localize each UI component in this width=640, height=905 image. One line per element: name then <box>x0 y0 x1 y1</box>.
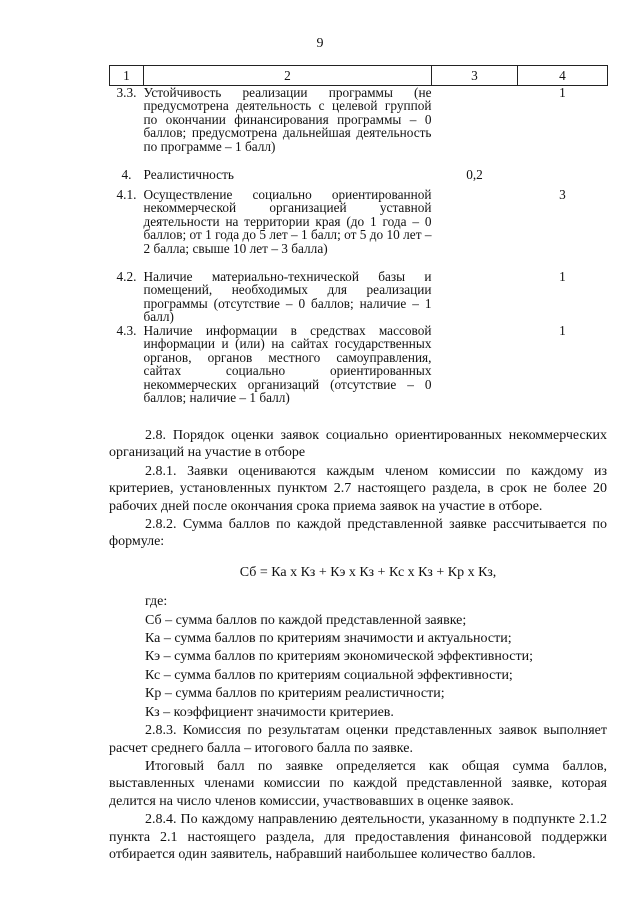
paragraph-2-8-1: 2.8.1. Заявки оцениваются каждым членом комиссии по каждому из критериев, установленных пунктом 2.7 настоящего раздела, в срок не более 20 рабочих дней после окончания срока приема заявок на участие в отборе. <box>109 463 607 514</box>
criterion-score <box>518 168 608 188</box>
criterion-description: Осуществление социально ориентированной некоммерческой организацией уставной деятельности на территории края (до 1 года – 0 баллов; от 1 года до 5 лет – 1 балл; от 5 до 10 лет – 2 балла; свыше 10 лет – 3 балла) <box>143 187 432 256</box>
criterion-number: 3.3. <box>116 85 137 100</box>
criterion-description: Реалистичность <box>143 167 234 182</box>
definition-item: Сб – сумма баллов по каждой представленной заявке; <box>145 612 467 628</box>
table-row <box>110 168 608 188</box>
criterion-score: 3 <box>559 187 566 202</box>
criterion-number: 4. <box>121 167 132 182</box>
criterion-description: Наличие информации в средствах массовой информации и (или) на сайтах государственных органов, органов местного самоуправления, сайтах социально ориентированных некоммерческих организаций (отсутствие – 0 баллов; наличие – 1 балл) <box>143 323 432 406</box>
header-col-2: 2 <box>144 66 432 86</box>
paragraph-final-score: Итоговый балл по заявке определяется как общая сумма баллов, выставленных членами комиссии по каждой представленной заявке, которая делится на число членов комиссии, участвовавших в оценке заявок. <box>109 758 607 809</box>
table-header-row <box>110 66 608 86</box>
criterion-score: 1 <box>559 323 566 338</box>
page-number: 9 <box>316 36 324 51</box>
paragraph-2-8-2: 2.8.2. Сумма баллов по каждой представленной заявке рассчитывается по формуле: <box>109 517 607 550</box>
definition-item: Кр – сумма баллов по критериям реалистичности; <box>145 686 445 702</box>
table-row <box>110 188 608 270</box>
formula-where-label: где: <box>145 594 168 610</box>
criterion-weight <box>432 188 518 270</box>
criterion-number: 4.1. <box>116 187 137 202</box>
table-row <box>110 86 608 169</box>
criterion-weight <box>432 324 518 414</box>
criterion-weight: 0,2 <box>466 167 483 182</box>
criterion-description: Наличие материально-технической базы и помещений, необходимых для реализации программы (отсутствие – 0 баллов; наличие – 1 балл) <box>143 269 432 325</box>
criterion-number: 4.2. <box>116 269 137 284</box>
definition-item: Ка – сумма баллов по критериям значимости и актуальности; <box>145 631 512 647</box>
criterion-weight <box>432 86 518 169</box>
definition-item: Кз – коэффициент значимости критериев. <box>145 704 394 720</box>
definition-item: Кс – сумма баллов по критериям социальной эффективности; <box>145 667 513 683</box>
criterion-weight <box>432 270 518 324</box>
criterion-score: 1 <box>559 269 566 284</box>
document-body <box>109 427 607 863</box>
table-row <box>110 324 608 414</box>
definition-item: Кэ – сумма баллов по критериям экономической эффективности; <box>145 649 533 665</box>
paragraph-2-8-4: 2.8.4. По каждому направлению деятельности, указанному в подпункте 2.1.2 пункта 2.1 настоящего раздела, для предоставления финансовой поддержки отбирается один заявитель, набравший наибольшее количество баллов. <box>109 812 607 862</box>
section-2-8-heading: 2.8. Порядок оценки заявок социально ориентированных некоммерческих организаций на участие в отборе <box>109 428 607 461</box>
criterion-score: 1 <box>559 85 566 100</box>
table-row <box>110 270 608 324</box>
header-col-4: 4 <box>518 66 608 86</box>
header-col-1: 1 <box>110 66 144 86</box>
criteria-table <box>109 65 608 414</box>
paragraph-2-8-3: 2.8.3. Комиссия по результатам оценки представленных заявок выполняет расчет среднего балла – итогового балла по заявке. <box>109 723 607 756</box>
header-col-3: 3 <box>432 66 518 86</box>
criterion-description: Устойчивость реализации программы (не предусмотрена деятельность с целевой группой по окончании финансирования программы – 0 баллов; предусмотрена дальнейшая деятельность по программе – 1 балл) <box>143 85 432 154</box>
score-formula: Сб = Ка х Кз + Кэ х Кз + Кс х Кз + Кр х Кз, <box>239 564 497 580</box>
criterion-number: 4.3. <box>116 323 137 338</box>
